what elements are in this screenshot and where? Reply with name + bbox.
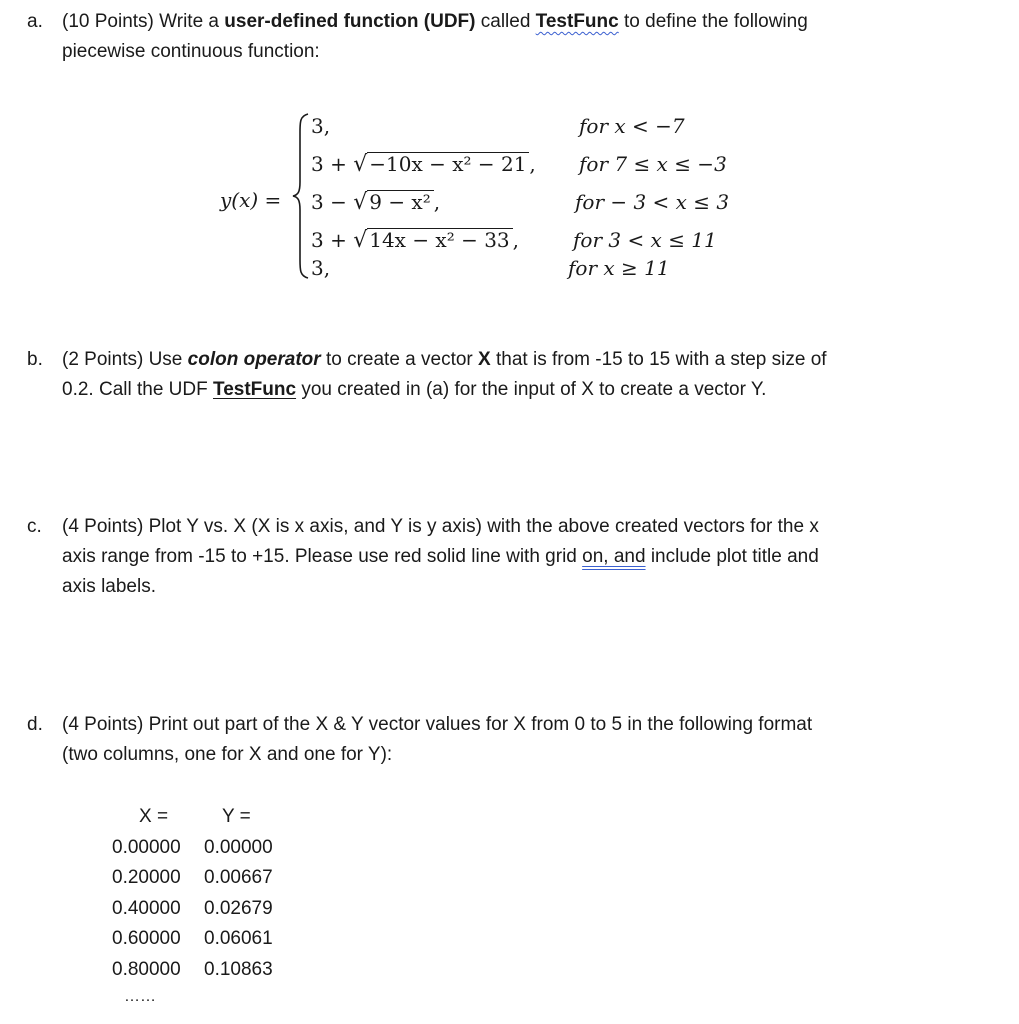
case-2-expression: 3 + √ −10x − x² − 21 ,	[311, 152, 536, 177]
case-1-condition: for x < −7	[579, 114, 685, 138]
question-d-label: d.	[27, 714, 43, 735]
table-row: 0.80000 0.10863	[112, 958, 273, 980]
case-4-expression: 3 + √ 14x − x² − 33 ,	[311, 228, 520, 253]
vector-x: X	[478, 349, 491, 370]
case-1-expression: 3,	[311, 114, 331, 138]
sqrt-icon: √	[353, 190, 368, 215]
colon-operator-term: colon operator	[187, 349, 321, 370]
table-header	[112, 802, 294, 833]
question-c-label: c.	[27, 516, 42, 537]
output-table	[112, 802, 294, 985]
question-b-label: b.	[27, 349, 43, 370]
table-row: 0.00000 0.00000	[112, 836, 273, 858]
equation-lhs: y(x) =	[220, 188, 282, 212]
piecewise-equation	[0, 110, 1019, 290]
question-a-label: a.	[27, 11, 43, 32]
question-a-text: (10 Points) Write a user-defined function (UDF) called TestFunc to define the following piecewise continuous function:	[62, 11, 808, 62]
case-2-condition: for 7 ≤ x ≤ −3	[579, 152, 727, 176]
question-d-text: (4 Points) Print out part of the X & Y vector values for X from 0 to 5 in the following format (two columns, one for X and one for Y):	[62, 714, 813, 765]
sqrt-icon: √	[353, 228, 368, 253]
ellipsis: ……	[124, 988, 156, 1005]
table-row: 0.20000 0.00667	[112, 867, 273, 888]
case-4-condition: for 3 < x ≤ 11	[573, 228, 717, 252]
x-header: X =	[139, 806, 169, 827]
question-b-text: (2 Points) Use colon operator to create a vector X that is from -15 to 15 with a step size of 0.2. Call the UDF TestFunc you created in (a) for the input of X to create a vector Y.	[62, 349, 827, 400]
grammar-mark: on, and	[582, 546, 646, 567]
case-3-condition: for − 3 < x ≤ 3	[575, 190, 730, 214]
case-5-condition: for x ≥ 11	[568, 256, 670, 280]
left-brace-icon	[292, 112, 310, 280]
sqrt-icon: √	[353, 152, 368, 177]
table-row: 0.40000 0.02679	[112, 897, 273, 919]
y-header: Y =	[222, 806, 251, 827]
function-name: TestFunc	[213, 379, 297, 400]
table-row: 0.60000 0.06061	[112, 928, 273, 949]
case-3-expression: 3 − √ 9 − x² ,	[311, 190, 441, 215]
question-c-text: (4 Points) Plot Y vs. X (X is x axis, and Y is y axis) with the above created vectors for the x axis range from -15 to +15. Please use red solid line with grid on, and include plot title and axis labels.	[62, 516, 819, 597]
case-5-expression: 3,	[311, 256, 331, 280]
udf-term: user-defined function (UDF)	[224, 11, 476, 32]
function-name: TestFunc	[535, 11, 619, 32]
